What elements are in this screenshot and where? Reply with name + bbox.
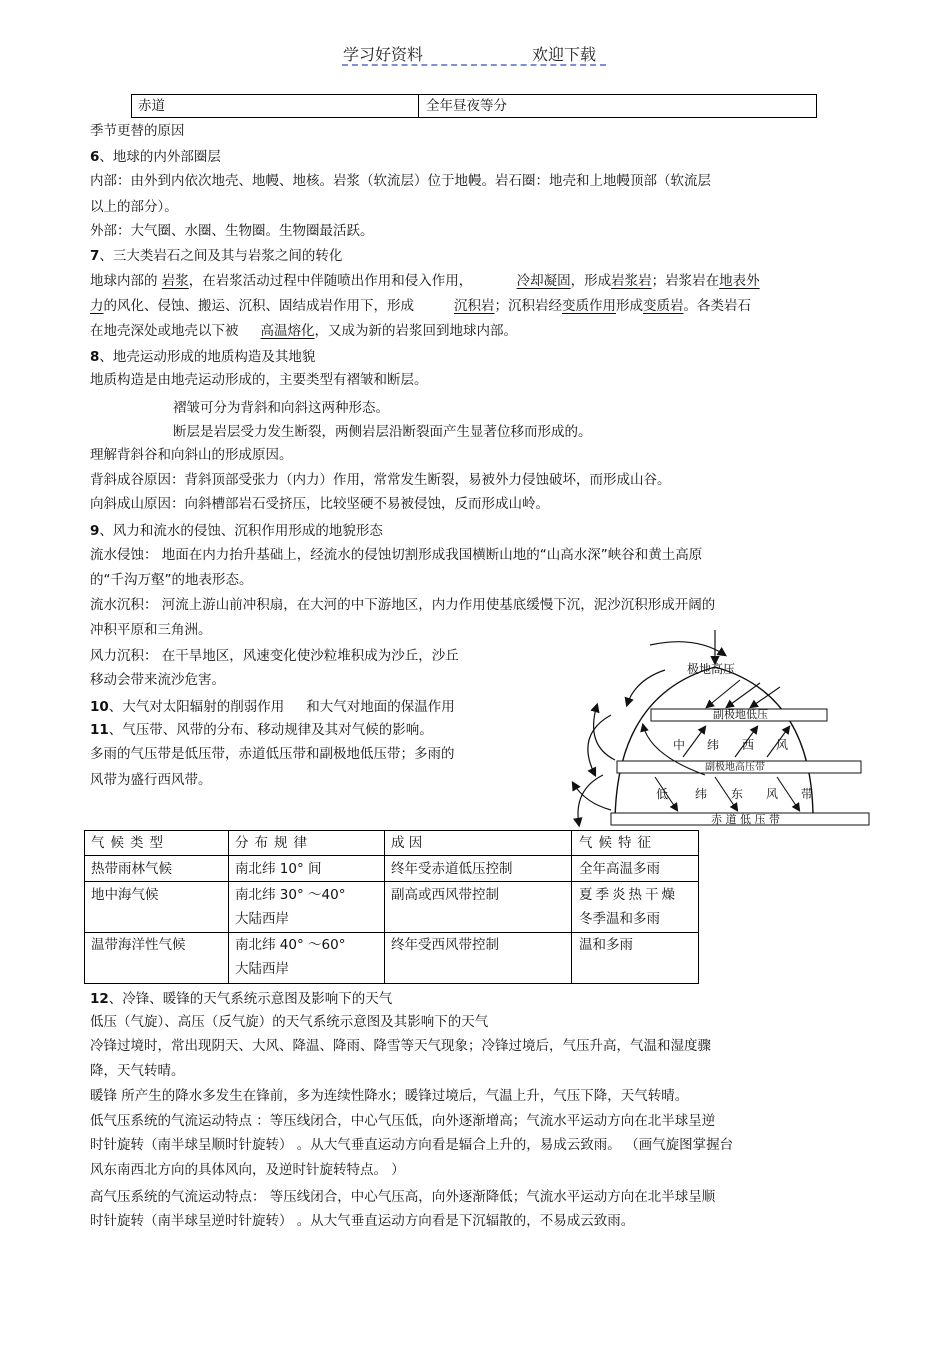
- table-cell-cause: 终年受赤道低压控制: [391, 861, 513, 877]
- table-cell-cause: 终年受西风带控制: [391, 937, 499, 953]
- label-trades-1: 低: [656, 787, 669, 801]
- rock-text: ；岩浆岩在: [651, 273, 720, 289]
- rock-text: 地球内部的: [90, 273, 158, 289]
- label-trades-4: 风: [766, 787, 779, 801]
- section-heading-9: [90, 521, 383, 541]
- wind-arrow: [751, 687, 780, 707]
- wind-arrow: [777, 777, 799, 810]
- text-line: 高气压系统的气流运动特点： 等压线闭合，中心气压高，向外逐渐降低；气流水平运动方向在北半球呈顺: [90, 1189, 716, 1205]
- text-line: 风力沉积： 在干旱地区，风速变化使沙粒堆积成为沙丘，沙丘: [90, 648, 459, 664]
- rock-text: ，又成为新的岩浆回到地球内部。: [314, 323, 517, 339]
- blank-magma: 岩浆: [161, 273, 189, 289]
- table-header-cause: 成 因: [391, 835, 423, 851]
- circulation-loop: [594, 705, 615, 760]
- table-cell-distribution: 南北纬 30° ～40°: [235, 887, 346, 903]
- rock-text: 。各类岩石: [683, 298, 751, 314]
- section-number: 10: [90, 699, 109, 715]
- section-number: 7: [90, 248, 100, 264]
- label-subpolar-low: 副极地低压: [713, 708, 768, 721]
- section-title: 、三大类岩石之间及其与岩浆之间的转化: [99, 248, 343, 264]
- text-line: 冷锋过境时，常出现阴天、大风、降温、降雨、降雪等天气现象；冷锋过境后，气压升高，气温和湿度骤: [90, 1038, 711, 1054]
- section-number: 6: [90, 149, 100, 165]
- label-polar-high: 极地高压: [687, 662, 736, 676]
- wind-arrow: [707, 680, 740, 707]
- circulation-loop: [588, 715, 611, 775]
- label-westerlies-3: 西: [742, 738, 755, 752]
- text-line: 的“千沟万壑”的地表形态。: [90, 572, 253, 588]
- blank-sedimentary: 沉积岩: [454, 298, 495, 314]
- table-cell-feature: 温和多雨: [579, 937, 633, 953]
- rock-text: 的风化、侵蚀、搬运、沉积、固结成岩作用下，形成: [103, 298, 414, 314]
- text-line: 降，天气转晴。: [90, 1063, 185, 1079]
- blank-surface: 地表外: [719, 273, 760, 289]
- blank-surface-cont: 力: [90, 298, 104, 314]
- text-line: 流水侵蚀： 地面在内力抬升基础上，经流水的侵蚀切割形成我国横断山地的“山高水深”峡谷和黄土高原: [90, 547, 703, 563]
- section-number: 8: [90, 349, 100, 365]
- text-line: 低压（气旋）、高压（反气旋）的天气系统示意图及其影响下的天气: [90, 1014, 489, 1030]
- text-line: 断层是岩层受力发生断裂，两侧岩层沿断裂面产生显著位移而形成的。: [173, 424, 592, 440]
- section-title-cont: 和大气对地面的保温作用: [306, 699, 455, 715]
- text-line: 移动会带来流沙危害。: [90, 672, 225, 688]
- blank-cooling: 冷却凝固: [516, 273, 571, 289]
- table-cell-distribution-2: 大陆西岸: [235, 961, 289, 977]
- text-line: 暖锋 所产生的降水多发生在锋前，多为连续性降水；暖锋过境后，气温上升，气压下降，天气转晴。: [90, 1088, 689, 1104]
- blank-metamorphic: 变质岩: [643, 298, 684, 314]
- text-line: 风带为盛行西风带。: [90, 772, 212, 788]
- table-vline: [228, 831, 229, 983]
- table-header-type: 气候类型: [91, 835, 169, 851]
- rock-line-2: [90, 296, 751, 316]
- section-heading-10: [90, 697, 455, 717]
- rock-text: ；沉积岩经: [494, 298, 562, 314]
- top-table-cell-1: 赤道: [138, 98, 165, 114]
- blank-metamorphism: 变质作用: [562, 298, 616, 314]
- climate-table: [84, 830, 699, 984]
- circulation-loop: [627, 670, 665, 705]
- text-line: 地质构造是由地壳运动形成的，主要类型有褶皱和断层。: [90, 372, 428, 388]
- text-line: 时针旋转（南半球呈逆时针旋转） 。从大气垂直运动方向看是下沉辐散的，不易成云致雨。: [90, 1213, 635, 1229]
- section-title: 、气压带、风带的分布、移动规律及其对气候的影响。: [108, 722, 433, 738]
- section-heading-12: [90, 989, 392, 1009]
- section-number: 9: [90, 523, 100, 539]
- label-trades-3: 东: [731, 787, 744, 801]
- table-cell-distribution: 南北纬 10° 间: [235, 861, 322, 877]
- section-title: 、地壳运动形成的地质构造及其地貌: [99, 349, 316, 365]
- header-divider: [342, 64, 606, 66]
- label-westerlies-4: 风: [776, 738, 789, 752]
- table-cell-feature-2: 冬季温和多雨: [579, 911, 660, 927]
- section-number: 11: [90, 722, 109, 738]
- section-number: 12: [90, 991, 109, 1007]
- text-line: 时针旋转（南半球呈顺时针旋转） 。从大气垂直运动方向看是辐合上升的，易成云致雨。 （画气旋图掌握台: [90, 1137, 734, 1153]
- table-cell-type: 地中海气候: [91, 887, 159, 903]
- text-line: 内部：由外到内依次地壳、地幔、地核。岩浆（软流层）位于地幔。岩石圈：地壳和上地幔顶部（软流层: [90, 173, 711, 189]
- text-line: 风东南西北方向的具体风向，及逆时针旋转特点。 ）: [90, 1162, 405, 1178]
- rock-text: ，在岩浆活动过程中伴随喷出作用和侵入作用，: [188, 273, 473, 289]
- table-vline: [384, 831, 385, 983]
- text-line: 冲积平原和三角洲。: [90, 622, 212, 638]
- table-cell-feature: 全年高温多雨: [579, 861, 660, 877]
- table-hline: [85, 855, 698, 856]
- section-title: 、地球的内外部圈层: [99, 149, 221, 165]
- text-line: 多雨的气压带是低压带，赤道低压带和副极地低压带；多雨的: [90, 746, 455, 762]
- table-cell-distribution-2: 大陆西岸: [235, 911, 289, 927]
- blank-igneous: 岩浆岩: [611, 273, 652, 289]
- rock-line-1: [90, 271, 760, 291]
- table-cell-feature: 夏季炎热干燥: [579, 887, 678, 903]
- header-left: 学习好资料: [343, 45, 424, 64]
- text-line: 理解背斜谷和向斜山的形成原因。: [90, 447, 293, 463]
- table-cell-distribution: 南北纬 40° ～60°: [235, 937, 346, 953]
- section-heading-11: [90, 720, 433, 740]
- table-cell-type: 温带海洋性气候: [91, 937, 186, 953]
- section-heading-6: [90, 147, 221, 167]
- label-equatorial-low: 赤 道 低 压 带: [711, 813, 780, 826]
- top-table-divider: [418, 95, 419, 117]
- text-line: 外部：大气圈、水圈、生物圈。生物圈最活跃。: [90, 223, 374, 239]
- rock-text: ，形成: [570, 273, 612, 289]
- wind-arrow: [683, 727, 705, 757]
- text-line: 流水沉积： 河流上游山前冲积扇，在大河的中下游地区，内力作用使基底缓慢下沉，泥沙沉积形成开阔的: [90, 597, 716, 613]
- top-table: [131, 94, 817, 118]
- table-header-distribution: 分布规律: [235, 835, 313, 851]
- section-title: 、大气对太阳辐射的削弱作用: [108, 699, 285, 715]
- table-vline: [571, 831, 572, 983]
- text-line: 以上的部分）。: [90, 199, 178, 215]
- section-heading-7: [90, 246, 342, 266]
- blank-melting: 高温熔化: [260, 323, 315, 339]
- text-line: 季节更替的原因: [90, 123, 185, 139]
- table-hline: [85, 932, 698, 933]
- label-trades-5: 带: [801, 787, 814, 801]
- rock-line-3: [90, 321, 517, 341]
- label-trades-2: 纬: [695, 787, 708, 801]
- circulation-loop: [650, 642, 725, 655]
- label-westerlies-2: 纬: [707, 738, 720, 752]
- header-right: 欢迎下载: [532, 45, 597, 64]
- table-cell-cause: 副高或西风带控制: [391, 887, 499, 903]
- pressure-belt-diagram: [555, 625, 875, 830]
- text-line: 低气压系统的气流运动特点 ：等压线闭合，中心气压低，向外逐渐增高；气流水平运动方向在北半球呈逆: [90, 1113, 716, 1129]
- top-table-cell-2: 全年昼夜等分: [426, 98, 507, 114]
- section-title: 、冷锋、暖锋的天气系统示意图及影响下的天气: [108, 991, 393, 1007]
- label-subtropical-high: 副极地高压带: [705, 762, 765, 773]
- text-line: 背斜成谷原因：背斜顶部受张力（内力）作用，常常发生断裂，易被外力侵蚀破坏，而形成山谷。: [90, 472, 671, 488]
- table-cell-type: 热带雨林气候: [91, 861, 172, 877]
- rock-text: 在地壳深处或地壳以下被: [90, 323, 239, 339]
- section-title: 、风力和流水的侵蚀、沉积作用形成的地貌形态: [99, 523, 383, 539]
- label-westerlies-1: 中: [673, 738, 686, 752]
- section-heading-8: [90, 347, 315, 367]
- table-hline: [85, 881, 698, 882]
- circulation-loop: [578, 775, 603, 825]
- text-line: 褶皱可分为背斜和向斜这两种形态。: [173, 400, 389, 416]
- table-header-feature: 气候特征: [579, 835, 657, 851]
- rock-text: 形成: [616, 298, 643, 314]
- text-line: 向斜成山原因：向斜槽部岩石受挤压，比较坚硬不易被侵蚀，反而形成山岭。: [90, 496, 549, 512]
